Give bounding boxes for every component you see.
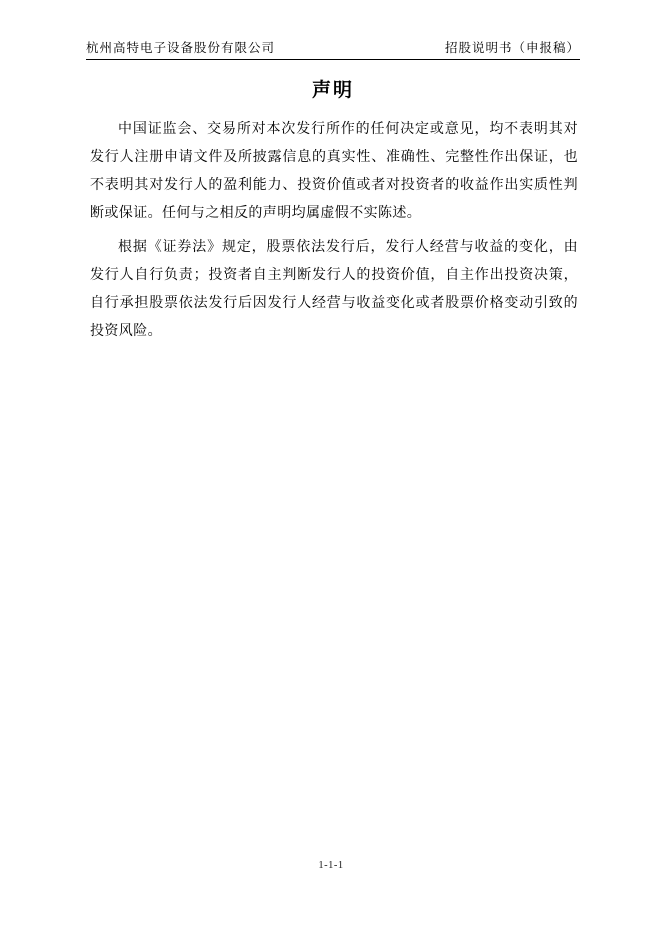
header-document-type: 招股说明书（申报稿）: [444, 41, 580, 55]
header-company-name: 杭州高特电子设备股份有限公司: [86, 41, 276, 55]
page-header: [86, 40, 580, 60]
page-number: 1-1-1: [318, 860, 344, 871]
declaration-paragraph-2: 根据《证券法》规定，股票依法发行后，发行人经营与收益的变化，由发行人自行负责；投资者自主判断发行人的投资价值，自主作出投资决策，自行承担股票依法发行后因发行人经营与收益变化或者股票价格变动引致的投资风险。: [90, 240, 578, 339]
page-title: 声明: [311, 80, 354, 101]
page-footer: [0, 860, 662, 871]
body-text: [90, 116, 578, 346]
declaration-paragraph-1: 中国证监会、交易所对本次发行所作的任何决定或意见，均不表明其对发行人注册申请文件及所披露信息的真实性、准确性、完整性作出保证，也不表明其对发行人的盈利能力、投资价值或者对投资者的收益作出实质性判断或保证。任何与之相反的声明均属虚假不实陈述。: [90, 122, 578, 221]
